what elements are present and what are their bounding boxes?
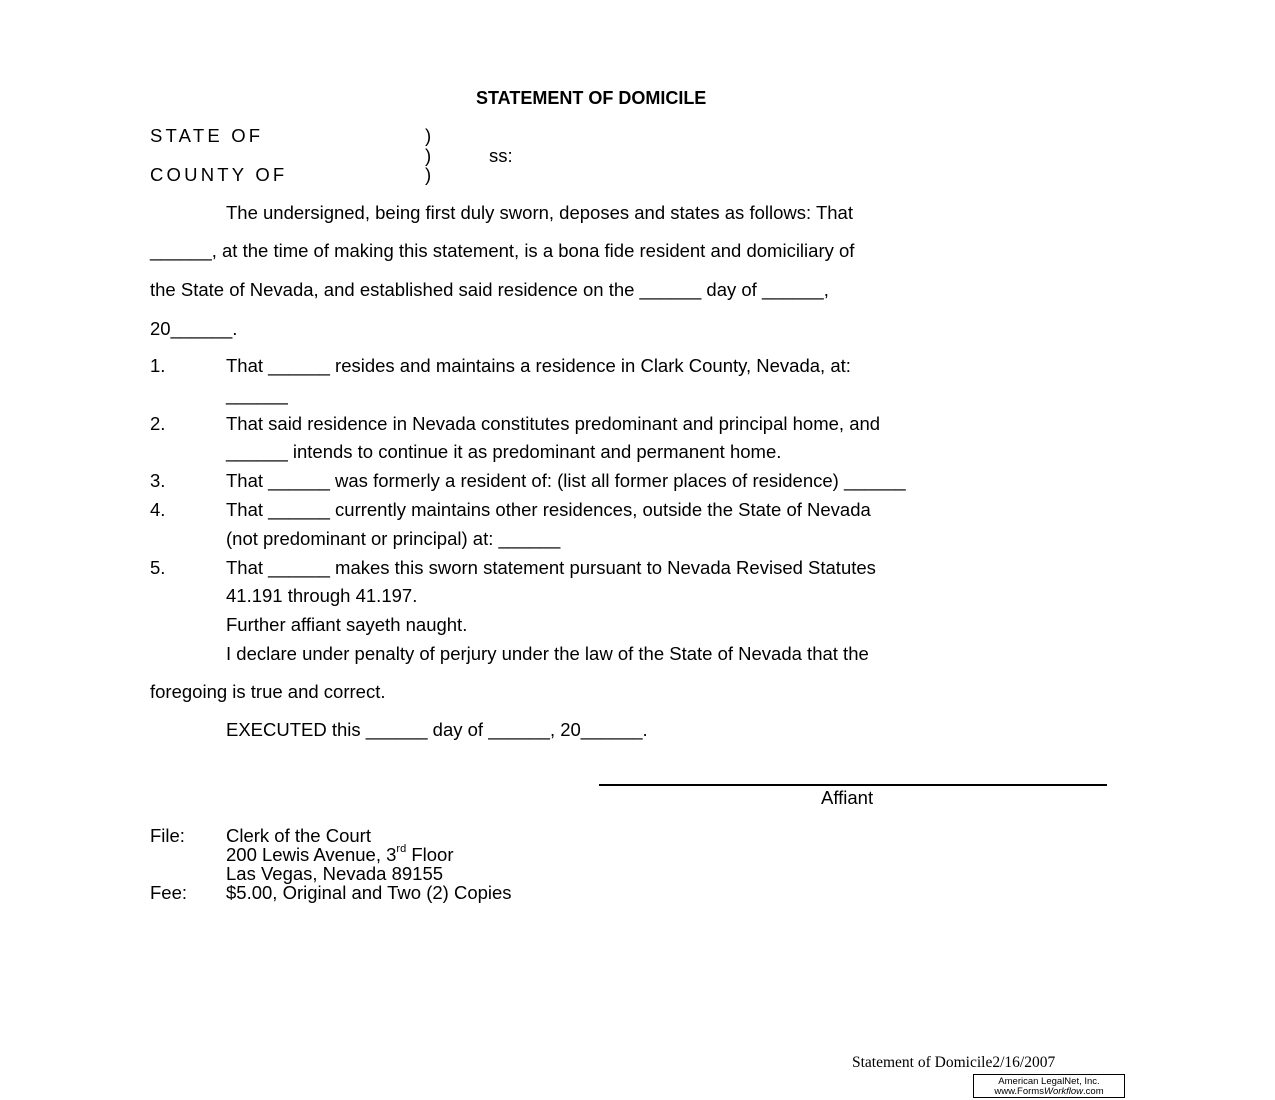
declaration-line-2: foregoing is true and correct. [150,681,386,702]
signature-line [599,784,1107,786]
fee-label: Fee: [150,882,188,903]
intro-line-4: 20______. [150,318,238,339]
item-text: ______ [226,384,288,405]
item-number: 2. [150,413,166,434]
publisher-url [974,1087,1124,1097]
caption-paren-1: ) [425,125,432,146]
intro-line-1: The undersigned, being first duly sworn, deposes and states as follows: That [226,202,853,223]
publisher-url-suffix: .com [1083,1086,1104,1097]
publisher-url-prefix: www.Forms [994,1086,1044,1097]
publisher-badge [973,1074,1125,1098]
document-title: STATEMENT OF DOMICILE [476,88,707,108]
intro-line-3: the State of Nevada, and established said residence on the ______ day of ______, [150,279,829,300]
further-affiant-text: Further affiant sayeth naught. [226,614,468,635]
caption-paren-3: ) [425,164,432,185]
document-id-footer: Statement of Domicile2/16/2007 [852,1054,1056,1071]
clerk-name: Clerk of the Court [226,825,371,846]
publisher-name: American LegalNet, Inc. [998,1076,1100,1087]
address-street: 200 Lewis Avenue, 3 [226,844,397,865]
clerk-address [226,843,454,865]
caption-paren-2: ) [425,145,432,166]
item-number: 5. [150,557,166,578]
publisher-url-italic: Workflow [1043,1086,1084,1097]
item-text: (not predominant or principal) at: ______ [226,528,561,549]
intro-line-2: ______, at the time of making this statement, is a bona fide resident and domiciliary of [150,240,855,261]
item-number: 3. [150,470,166,491]
address-floor: Floor [406,844,454,865]
declaration-line-1: I declare under penalty of perjury under the law of the State of Nevada that the [226,643,869,664]
item-text: ______ intends to continue it as predominant and permanent home. [226,441,782,462]
item-text: That ______ currently maintains other residences, outside the State of Nevada [226,499,871,520]
ss-label: ss: [489,145,513,166]
item-text: That said residence in Nevada constitutes predominant and principal home, and [226,413,881,434]
affiant-label: Affiant [821,787,874,808]
executed-line: EXECUTED this ______ day of ______, 20______. [226,719,648,740]
item-text: That ______ was formerly a resident of: (list all former places of residence) ______ [226,470,906,491]
item-text: 41.191 through 41.197. [226,585,418,606]
item-text: That ______ makes this sworn statement pursuant to Nevada Revised Statutes [226,557,876,578]
county-of-label: COUNTY OF [150,164,288,185]
item-text: That ______ resides and maintains a residence in Clark County, Nevada, at: [226,355,851,376]
fee-value: $5.00, Original and Two (2) Copies [226,882,512,903]
item-number: 4. [150,499,166,520]
file-label: File: [150,825,185,846]
item-number: 1. [150,355,166,376]
state-of-label: STATE OF [150,125,264,146]
clerk-city: Las Vegas, Nevada 89155 [226,863,444,884]
address-ordinal: rd [396,843,407,855]
